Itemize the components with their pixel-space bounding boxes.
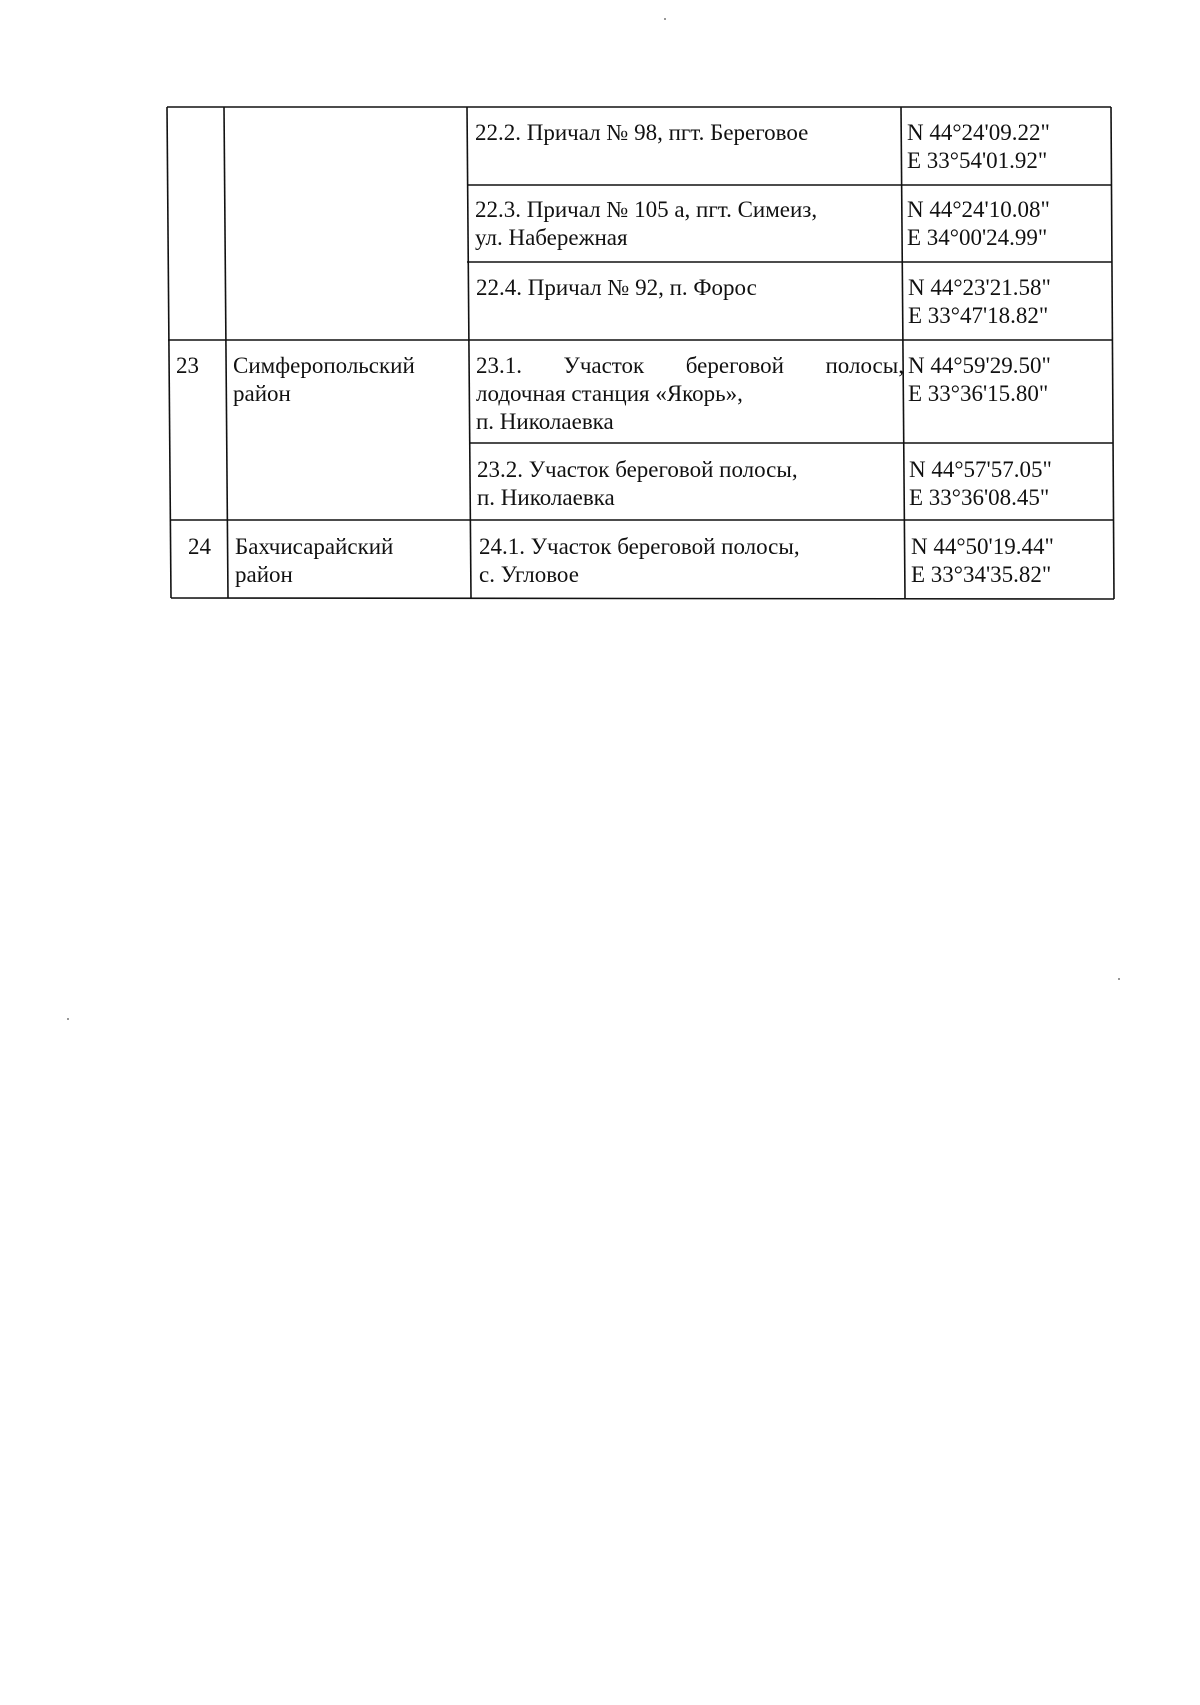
site-cell: 23.2. Участок береговой полосы, п. Николаевка	[477, 457, 798, 510]
table-left-border	[167, 107, 171, 598]
coords-cell: N 44°50'19.44" E 33°34'35.82"	[911, 534, 1054, 587]
row-number: 23	[176, 353, 199, 378]
column-divider	[467, 107, 471, 598]
district-cell: Бахчисарайский район	[235, 534, 394, 587]
column-divider	[224, 107, 228, 598]
row-number: 24	[188, 534, 211, 559]
site-cell: 22.4. Причал № 92, п. Форос	[476, 275, 757, 300]
district-cell: Симферопольский район	[233, 353, 415, 406]
site-cell: 24.1. Участок береговой полосы, с. Угловое	[479, 534, 800, 587]
site-cell: 22.3. Причал № 105 а, пгт. Симеиз, ул. Набережная	[475, 197, 818, 250]
site-cell: 23.1. Участок береговой полосы, лодочная станция «Якорь», п. Николаевка	[476, 353, 904, 434]
coords-cell: N 44°23'21.58" E 33°47'18.82"	[908, 275, 1051, 328]
table-bottom-border	[171, 598, 1114, 599]
justified-line: 23.1. Участок береговой полосы,	[476, 353, 904, 378]
site-cell: 22.2. Причал № 98, пгт. Береговое	[475, 120, 809, 145]
coords-cell: N 44°24'10.08" E 34°00'24.99"	[907, 197, 1050, 250]
coords-cell: N 44°59'29.50" E 33°36'15.80"	[908, 353, 1051, 406]
scan-speck	[67, 1018, 69, 1020]
scan-speck	[664, 18, 666, 20]
table-right-border	[1111, 107, 1114, 599]
coords-cell: N 44°57'57.05" E 33°36'08.45"	[909, 457, 1052, 510]
scan-speck	[1118, 978, 1120, 980]
coords-cell: N 44°24'09.22" E 33°54'01.92"	[907, 120, 1050, 173]
